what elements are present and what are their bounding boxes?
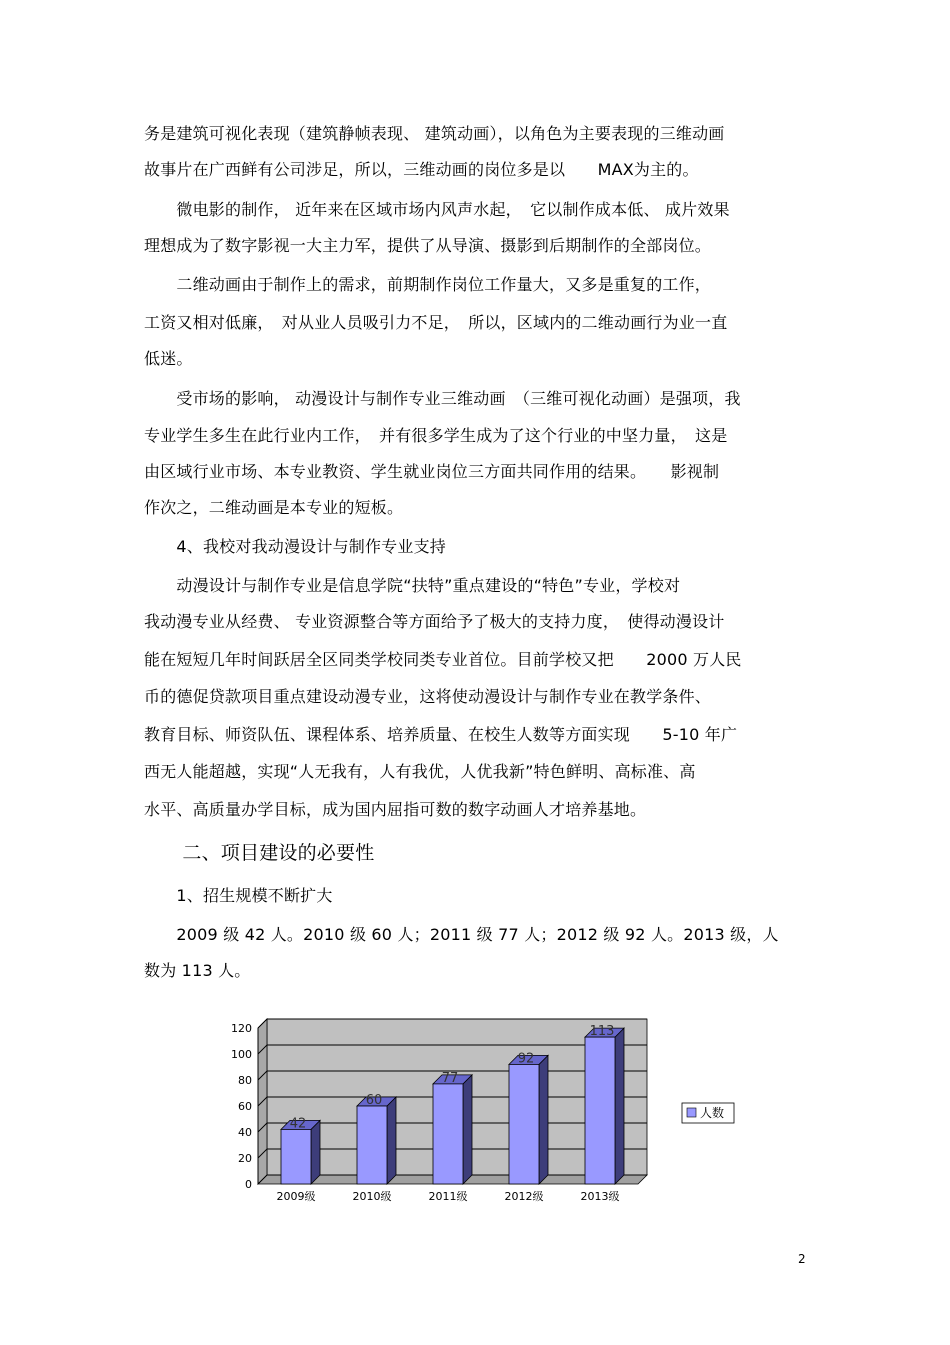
paragraph-line: 动漫设计与制作专业是信息学院“扶特”重点建设的“特色”专业，学校对 [144, 576, 681, 595]
chart-legend [682, 1103, 734, 1123]
paragraph-line: 专业学生多生在此行业内工作， 并有很多学生成为了这个行业的中坚力量， 这是 [144, 426, 728, 445]
paragraph-line: 二维动画由于制作上的需求，前期制作岗位工作量大，又多是重复的工作， [144, 275, 712, 294]
section-heading: 二、项目建设的必要性 [144, 842, 375, 864]
legend-swatch [687, 1108, 696, 1117]
bar-side [387, 1097, 396, 1184]
bar [585, 1037, 615, 1184]
bar [357, 1106, 387, 1184]
data-label: 60 [365, 1093, 383, 1108]
paragraph-line: 工资又相对低廉， 对从业人员吸引力不足， 所以，区域内的二维动画行为业一直 [144, 313, 728, 332]
x-tick-label: 2010级 [352, 1190, 392, 1203]
x-tick-label: 2013级 [580, 1190, 620, 1203]
paragraph-line: 低迷。 [144, 349, 193, 368]
bar-side [615, 1028, 624, 1184]
y-tick-label: 0 [245, 1178, 252, 1191]
y-tick-label: 40 [238, 1126, 252, 1139]
bar [281, 1129, 311, 1184]
enrollment-bar-chart [220, 1010, 750, 1210]
x-tick-label: 2009级 [276, 1190, 316, 1203]
data-label: 92 [517, 1051, 535, 1067]
paragraph-line: 由区域行业市场、本专业教资、学生就业岗位三方面共同作用的结果。 影视制 [144, 462, 720, 481]
bar [509, 1064, 539, 1184]
paragraph-line: 水平、高质量办学目标，成为国内屈指可数的数字动画人才培养基地。 [144, 800, 647, 819]
paragraph-line: 能在短短几年时间跃居全区同类学校同类专业首位。目前学校又把 2000 万人民 [144, 650, 742, 669]
data-label: 42 [289, 1116, 307, 1132]
paragraph-line: 币的德促贷款项目重点建设动漫专业，这将使动漫设计与制作专业在教学条件、 [144, 687, 712, 706]
subsection-heading: 1、招生规模不断扩大 [144, 886, 333, 905]
paragraph-line: 作次之，二维动画是本专业的短板。 [144, 498, 404, 517]
enrollment-text-line: 数为 113 人。 [144, 961, 251, 980]
paragraph-line: 4、我校对我动漫设计与制作专业支持 [144, 537, 446, 556]
y-tick-label: 80 [238, 1074, 252, 1087]
enrollment-text-line: 2009 级 42 人。2010 级 60 人；2011 级 77 人；2012 级 92 人。2013 级，人 [144, 925, 779, 944]
paragraph-line: 西无人能超越，实现“人无我有，人有我优，人优我新”特色鲜明、高标准、高 [144, 762, 696, 781]
legend-label: 人数 [700, 1106, 725, 1120]
data-label: 77 [441, 1070, 459, 1086]
y-tick-label: 120 [231, 1022, 252, 1035]
y-tick-label: 100 [231, 1048, 252, 1061]
paragraph-line: 我动漫专业从经费、 专业资源整合等方面给予了极大的支持力度， 使得动漫设计 [144, 612, 725, 631]
bar-side [463, 1075, 472, 1184]
data-label: 113 [589, 1024, 615, 1040]
paragraph-line: 微电影的制作， 近年来在区域市场内风声水起， 它以制作成本低、 成片效果 [144, 200, 730, 219]
bar-side [311, 1120, 320, 1184]
page-number: 2 [798, 1252, 806, 1266]
paragraph-line: 理想成为了数字影视一大主力军，提供了从导演、摄影到后期制作的全部岗位。 [144, 236, 712, 255]
paragraph-line: 教育目标、师资队伍、课程体系、培养质量、在校生人数等方面实现 5-10 年广 [144, 725, 738, 744]
bar [433, 1084, 463, 1184]
y-tick-label: 60 [238, 1100, 252, 1113]
paragraph-line: 受市场的影响， 动漫设计与制作专业三维动画 （三维可视化动画）是强项，我 [144, 389, 741, 408]
y-tick-label: 20 [238, 1152, 252, 1165]
x-tick-label: 2011级 [428, 1190, 468, 1203]
paragraph-line: 务是建筑可视化表现（建筑静帧表现、 建筑动画），以角色为主要表现的三维动画 [144, 124, 725, 143]
x-tick-label: 2012级 [504, 1190, 544, 1203]
bar-side [539, 1055, 548, 1184]
paragraph-line: 故事片在广西鲜有公司涉足，所以，三维动画的岗位多是以 MAX为主的。 [144, 160, 699, 179]
